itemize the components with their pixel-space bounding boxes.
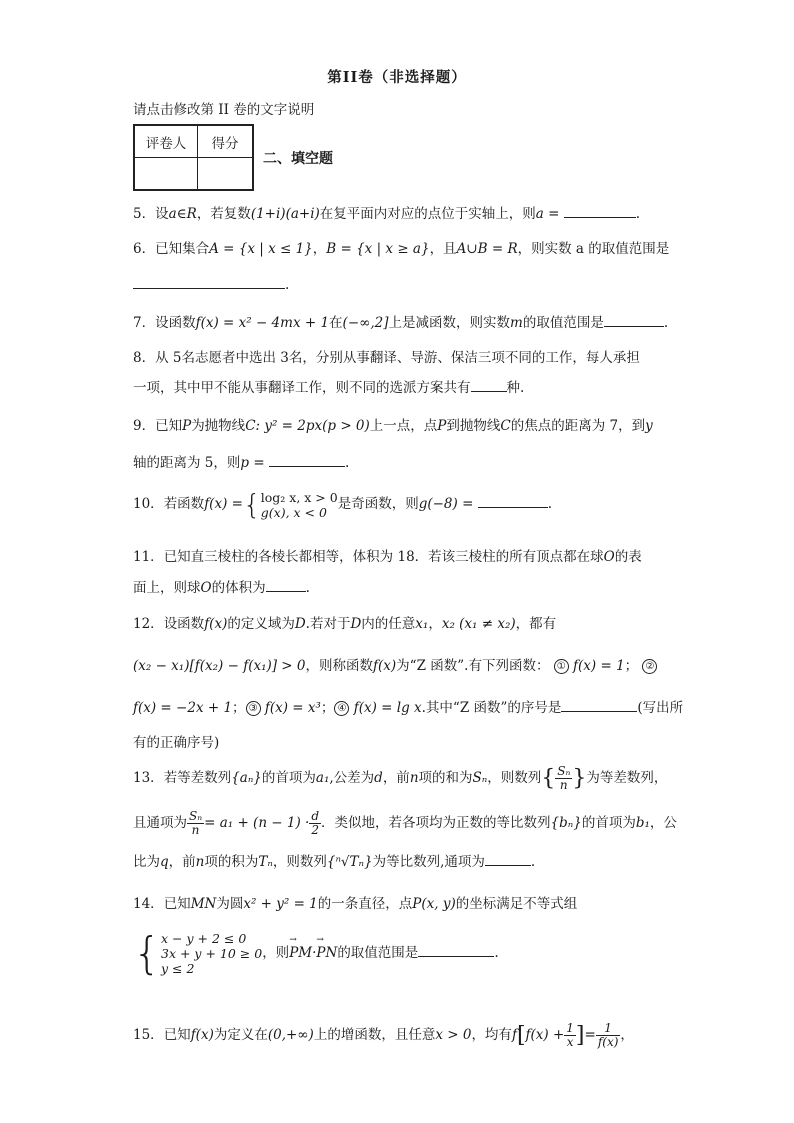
question-number: 8．	[133, 350, 156, 366]
fraction	[555, 765, 572, 792]
math: n	[195, 854, 205, 870]
text: ；	[232, 700, 246, 716]
text: 项的积为	[204, 854, 259, 870]
math: x₁	[415, 616, 429, 632]
brace-icon: {	[133, 928, 161, 979]
inequality: x − y + 2 ≤ 0	[161, 931, 247, 946]
answer-blank[interactable]	[561, 699, 637, 712]
text: ；	[320, 700, 335, 716]
text: 内的任意	[361, 616, 416, 632]
math: Tₙ	[258, 854, 273, 870]
question-6	[133, 237, 669, 257]
math: a₁	[315, 770, 330, 786]
text: ．类似地，若各项均为正数的等比数列	[321, 815, 551, 831]
fraction	[309, 810, 321, 837]
math: (1+i)(a+i)	[250, 206, 320, 222]
math: f	[511, 1027, 517, 1043]
text: .若对于	[305, 616, 351, 632]
text: 的首项为	[581, 815, 636, 831]
math: O	[200, 580, 212, 596]
page-title: 第II卷（非选择题）	[327, 69, 467, 86]
text: .	[285, 277, 290, 293]
numerator: Sₙ	[189, 809, 203, 823]
text: 从 5名志愿者中选出 3名，分别从事翻译、导游、保洁三项不同的工作，每人承担	[155, 350, 640, 366]
text: 上是减函数，则实数	[388, 315, 511, 331]
question-11	[133, 545, 642, 565]
question-number: 12．	[133, 616, 164, 632]
text: .	[344, 455, 350, 471]
question-7	[133, 311, 668, 331]
math: g(−8) =	[418, 496, 474, 512]
text: 面上，则球	[133, 580, 201, 596]
math: (x₂ − x₁)[f(x₂) − f(x₁)] > 0	[133, 658, 306, 674]
math: f(x) = 1	[573, 658, 625, 674]
answer-blank[interactable]	[269, 454, 345, 467]
math: =	[584, 1027, 596, 1043]
text: ，	[428, 616, 442, 632]
question-9	[133, 414, 653, 434]
text: ，则称函数	[305, 658, 374, 674]
math: f(x) = x² − 4mx + 1	[195, 315, 330, 331]
denominator: 2	[311, 823, 320, 837]
question-12-line2	[133, 654, 657, 674]
text: 的首项为	[261, 770, 316, 786]
math: (−∞,2]	[342, 315, 389, 331]
math: D	[294, 616, 306, 632]
question-number: 10．	[133, 496, 164, 512]
vector: → PM	[289, 945, 312, 961]
brace-icon: }	[572, 766, 587, 791]
math: Sₙ	[472, 770, 488, 786]
grader-cell[interactable]	[134, 158, 198, 191]
question-10	[133, 488, 552, 521]
question-8-line2	[133, 376, 524, 396]
math: n	[409, 770, 419, 786]
math: d	[374, 770, 383, 786]
question-12-line3	[133, 696, 683, 716]
text: .	[663, 315, 669, 331]
text: 的焦点的距离为 7，到	[510, 418, 646, 434]
math: ·	[312, 945, 317, 961]
text: 的体积为	[211, 580, 266, 596]
text: 是奇函数，则	[337, 496, 419, 512]
circled-number: ③	[246, 701, 261, 716]
text: 已知	[155, 418, 183, 434]
math: MN	[190, 896, 217, 912]
question-15	[133, 1022, 634, 1049]
text: 且通项为	[133, 815, 187, 831]
text: ，则数列	[272, 854, 327, 870]
question-14-system	[133, 928, 499, 979]
math: C	[500, 418, 511, 434]
math: (0,+∞)	[267, 1027, 314, 1043]
text: 为定义在	[213, 1027, 268, 1043]
question-number: 14．	[133, 896, 164, 912]
section-title: 二、填空题	[263, 151, 333, 167]
text: 已知集合	[155, 241, 210, 257]
text: 已知	[163, 896, 191, 912]
math: f(x) = lg x	[353, 700, 422, 716]
vector: → PN	[316, 945, 337, 961]
math: {aₙ}	[231, 770, 262, 786]
inequality: 3x + y + 10 ≥ 0	[161, 946, 263, 961]
text: 的坐标满足不等式组	[455, 896, 578, 912]
text: 若等差数列	[163, 770, 232, 786]
math: x₂ (x₁ ≠ x₂)	[441, 616, 516, 632]
math: f(x) =	[204, 496, 243, 512]
text: 的一条直径，点	[317, 896, 413, 912]
question-number: 6．	[133, 241, 156, 257]
answer-blank[interactable]	[133, 276, 285, 289]
text: ，则	[262, 945, 290, 961]
score-label: 得分	[198, 125, 254, 158]
text: 已知	[163, 1027, 191, 1043]
question-number: 11．	[133, 549, 164, 565]
numerator: Sₙ	[557, 764, 571, 778]
question-12	[133, 612, 556, 632]
text: 轴的距离为 5，则	[133, 455, 241, 471]
case-2: g(x), x < 0	[260, 504, 327, 520]
answer-blank[interactable]	[418, 944, 494, 957]
answer-blank[interactable]	[564, 205, 636, 218]
text: ，则数列	[487, 770, 542, 786]
text: 为抛物线	[191, 418, 246, 434]
text: 已知直三棱柱的各棱长都相等，体积为 18．若该三棱柱的所有顶点都在球	[163, 549, 604, 565]
text: 的定义域为	[227, 616, 295, 632]
text: 有的正确序号)	[133, 735, 220, 751]
text: ，前	[168, 854, 196, 870]
math: f(x) = x³	[264, 700, 321, 716]
text: 若函数	[163, 496, 205, 512]
text: ，则实数 a 的取值范围是	[517, 241, 670, 257]
text: 设	[155, 206, 169, 222]
text: 的表	[614, 549, 642, 565]
case-1: log₂ x, x > 0	[260, 489, 338, 505]
text: .	[494, 945, 499, 961]
text: (写出所	[637, 700, 684, 716]
math: P	[182, 418, 192, 434]
text: 的取值范围是	[522, 315, 604, 331]
grader-table	[133, 124, 254, 191]
inequality: y ≤ 2	[161, 961, 195, 976]
numerator: 1	[566, 1021, 574, 1035]
question-6-line2	[133, 276, 289, 293]
fraction	[596, 1022, 621, 1049]
text: 上一点，点	[369, 418, 438, 434]
text: 设函数	[163, 616, 205, 632]
math: A∪B = R	[456, 241, 518, 257]
math: p =	[240, 455, 265, 471]
text: ，	[620, 1027, 634, 1043]
text: ，都有	[515, 616, 557, 632]
text: 为“Z 函数”.有下列函数：	[396, 658, 550, 674]
question-13	[133, 765, 667, 792]
text: ，若复数	[196, 206, 251, 222]
math: P(x, y)	[412, 896, 456, 912]
math: A = {x | x ≤ 1}	[209, 241, 313, 257]
answer-blank[interactable]	[471, 379, 507, 392]
question-9-line2	[133, 451, 349, 471]
math: m	[510, 315, 523, 331]
question-number: 15．	[133, 1027, 164, 1043]
denominator: f(x)	[597, 1035, 619, 1049]
text: .	[547, 496, 552, 512]
math: {ⁿ√Tₙ}	[326, 854, 373, 870]
math: f(x)	[204, 616, 228, 632]
math: x > 0	[435, 1027, 472, 1043]
text: ；	[624, 658, 639, 674]
text: .	[530, 854, 536, 870]
text: 在	[329, 315, 343, 331]
bracket-icon: [	[516, 1023, 526, 1048]
math: f(x) +	[525, 1027, 565, 1043]
text: 到抛物线	[446, 418, 501, 434]
question-12-line4	[133, 731, 219, 751]
text: 为等比数列,通项为	[372, 854, 485, 870]
answer-blank[interactable]	[485, 853, 531, 866]
answer-blank[interactable]	[478, 495, 548, 508]
question-number: 5．	[133, 206, 156, 222]
nth-root: ⁿ√Tₙ	[335, 854, 364, 870]
math: P	[437, 418, 447, 434]
bracket-icon: ]	[575, 1023, 585, 1048]
text: ，且	[429, 241, 457, 257]
fraction	[564, 1022, 576, 1049]
math: C: y² = 2px(p > 0)	[245, 418, 370, 434]
question-number: 9．	[133, 418, 156, 434]
text: ，公	[649, 815, 677, 831]
circled-number: ①	[554, 659, 569, 674]
text: .其中“Z 函数”的序号是	[421, 700, 562, 716]
math: y	[645, 418, 653, 434]
grader-label: 评卷人	[134, 125, 198, 158]
text: 项的和为	[418, 770, 473, 786]
question-13-line3	[133, 850, 535, 870]
math: f(x)	[190, 1027, 214, 1043]
brace-icon: {	[242, 488, 261, 521]
question-5	[133, 202, 640, 222]
question-11-line2	[133, 576, 310, 596]
brace-icon: {	[541, 766, 556, 791]
numerator: 1	[596, 1022, 621, 1036]
math: q	[160, 854, 169, 870]
circled-number: ④	[334, 701, 349, 716]
numerator: d	[311, 809, 320, 823]
denominator: x	[566, 1035, 574, 1049]
question-13-line2	[133, 810, 677, 837]
question-14	[133, 892, 577, 912]
answer-blank[interactable]	[604, 314, 664, 327]
math: x² + y² = 1	[243, 896, 318, 912]
score-cell[interactable]	[198, 158, 254, 191]
math: a∈R	[168, 206, 197, 222]
math: f(x) = −2x + 1	[133, 700, 233, 716]
circled-number: ②	[642, 659, 657, 674]
text: 为等差数列，	[586, 770, 668, 786]
math: f(x)	[373, 658, 397, 674]
math: b₁	[635, 815, 650, 831]
text: 上的增函数，且任意	[313, 1027, 436, 1043]
fraction	[187, 810, 204, 837]
answer-blank[interactable]	[266, 579, 306, 592]
text: 在复平面内对应的点位于实轴上，则	[319, 206, 536, 222]
instruction-text[interactable]: 请点击修改第 II 卷的文字说明	[133, 102, 315, 118]
text: 比为	[133, 854, 160, 870]
text: 种.	[506, 380, 525, 396]
question-number: 7．	[133, 315, 156, 331]
text: .	[635, 206, 641, 222]
denominator: n	[191, 823, 200, 837]
text: 的取值范围是	[337, 945, 419, 961]
text: ，前	[382, 770, 410, 786]
text: 为圆	[216, 896, 244, 912]
math: B = {x | x ≥ a}	[326, 241, 430, 257]
text: 一项，其中甲不能从事翻译工作，则不同的选派方案共有	[133, 380, 471, 396]
text: .	[305, 580, 310, 596]
question-number: 13．	[133, 770, 164, 786]
text: ，	[312, 241, 327, 257]
text: ，均有	[471, 1027, 512, 1043]
math: O	[603, 549, 615, 565]
denominator: n	[559, 778, 568, 792]
inequality-system	[161, 931, 262, 976]
text: 设函数	[155, 315, 196, 331]
math: = a₁ + (n − 1) ·	[204, 815, 310, 831]
math: {bₙ}	[550, 815, 582, 831]
piecewise-cases	[261, 490, 338, 520]
text: ,公差为	[329, 770, 375, 786]
math: a =	[535, 206, 560, 222]
math: D	[350, 616, 362, 632]
question-8	[133, 346, 640, 366]
